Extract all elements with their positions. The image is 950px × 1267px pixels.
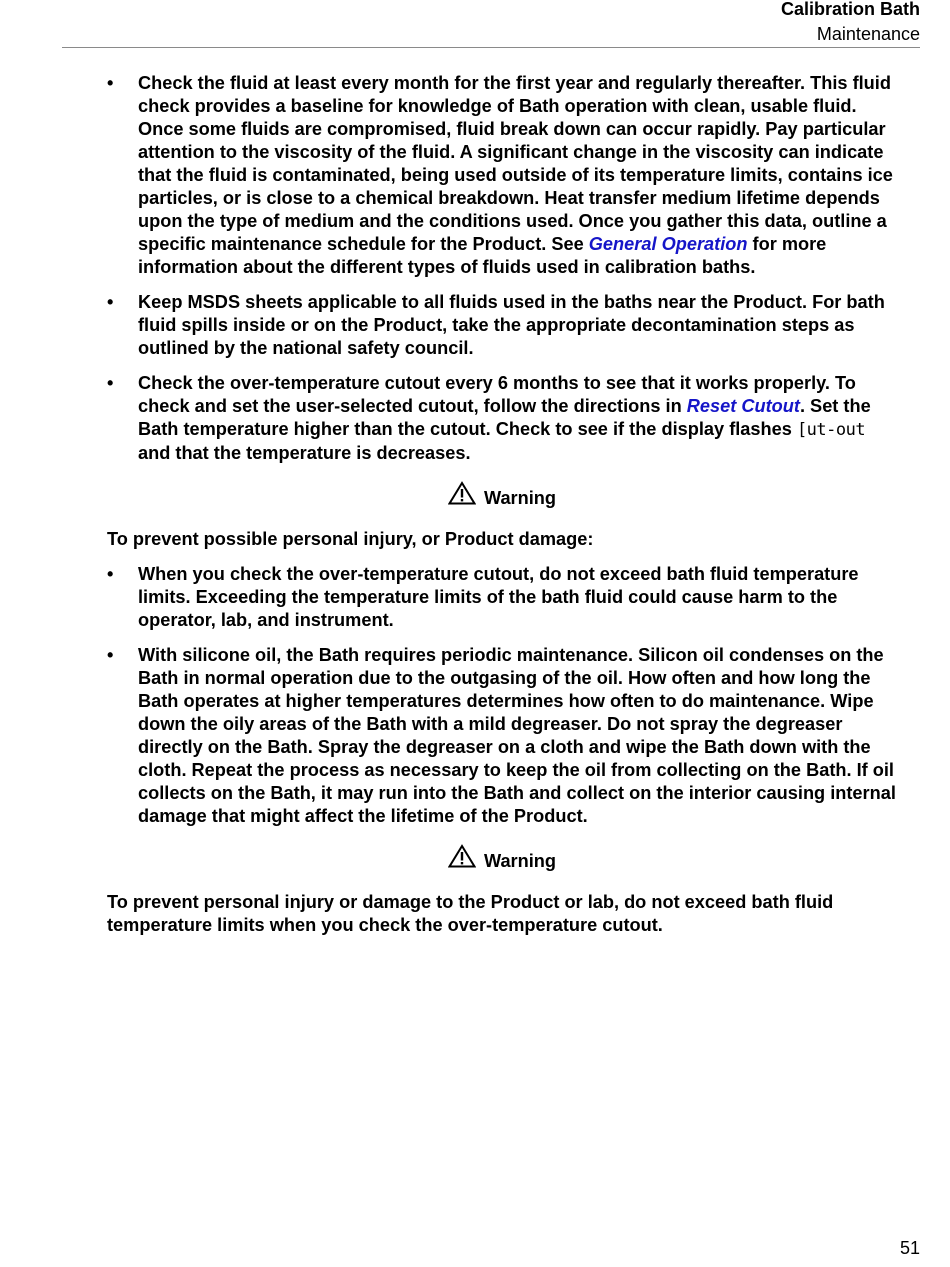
bullet-dot: • [107, 373, 114, 393]
bullet-text: Check the over-temperature cutout every 6 months to see that it works properly. To check and set the user-selected cutout, follow the directions in [138, 373, 856, 416]
bullet-text: Check the fluid at least every month for the first year and regularly thereafter. This fluid check provides a baseline for knowledge of Bath operation with clean, usable fluid. Once some fluids are compromised, fluid break down can occur rapidly. Pay particular attention to the viscosity of the fluid. A significant change in the viscosity can indicate that the fluid is contaminated, being used outside of its temperature limits, contains ice particles, or is close to a chemical breakdown. Heat transfer medium lifetime depends upon the type of medium and the conditions used. Once you gather this data, outline a specific maintenance schedule for the Product. See [138, 73, 893, 254]
warning-triangle-icon [448, 481, 476, 511]
warning-label: Warning [483, 851, 557, 871]
warning-intro: To prevent possible personal injury, or Product damage: [107, 529, 594, 549]
bullet-dot: • [107, 292, 114, 312]
display-cutout-text: [ut-out [796, 420, 866, 440]
bullet-text: When you check the over-temperature cutout, do not exceed bath fluid temperature limits. Exceeding the temperature limits of the bath fluid could cause harm to the operator, lab, and instrument. [138, 564, 859, 630]
header-divider [62, 47, 920, 48]
list-item-msds [107, 291, 897, 360]
warning-heading-1 [107, 483, 897, 513]
bullet-text-continued: for more information about the different types of fluids used in calibration baths. [138, 234, 827, 277]
list-item-cutout-check [107, 372, 897, 465]
list-item-silicone-oil [107, 644, 897, 828]
bullet-text: With silicone oil, the Bath requires periodic maintenance. Silicon oil condenses on the Bath in normal operation due to the outgasing of the oil. How often and how long the Bath operates at higher temperatures determines how often to do maintenance. Wipe down the oily areas of the Bath with a mild degreaser. Do not spray the degreaser directly on the Bath. Spray the degreaser on a cloth and wipe the Bath down with the cloth. Repeat the process as necessary to keep the oil from collecting on the Bath. If oil collects on the Bath, it may run into the Bath and collect on the interior causing internal damage that might affect the lifetime of the Product. [138, 645, 896, 826]
link-reset-cutout[interactable]: Reset Cutout [686, 396, 800, 416]
bullet-text-middle: . Set the Bath temperature higher than the cutout. Check to see if the display flashes [138, 396, 871, 439]
link-general-operation[interactable]: General Operation [588, 234, 748, 254]
page-content [107, 72, 897, 949]
bullet-dot: • [107, 564, 114, 584]
bullet-text: Keep MSDS sheets applicable to all fluids used in the baths near the Product. For bath fluid spills inside or on the Product, take the appropriate decontamination steps as outlined by the national safety council. [138, 292, 885, 358]
page-number: 51 [899, 1238, 920, 1258]
bullet-text-end: and that the temperature is decreases. [138, 443, 471, 463]
warning-label: Warning [483, 488, 557, 508]
list-item-fluid-check [107, 72, 897, 279]
list-item-cutout-limits [107, 563, 897, 632]
header-subtitle: Maintenance [816, 24, 920, 44]
running-header [781, 0, 920, 49]
header-title: Calibration Bath [780, 0, 920, 19]
warning-text: To prevent personal injury or damage to the Product or lab, do not exceed bath fluid temperature limits when you check the over-temperature cutout. [107, 892, 834, 935]
warning-heading-2 [107, 846, 897, 876]
bullet-dot: • [107, 73, 114, 93]
warning-triangle-icon [448, 844, 476, 874]
bullet-dot: • [107, 645, 114, 665]
